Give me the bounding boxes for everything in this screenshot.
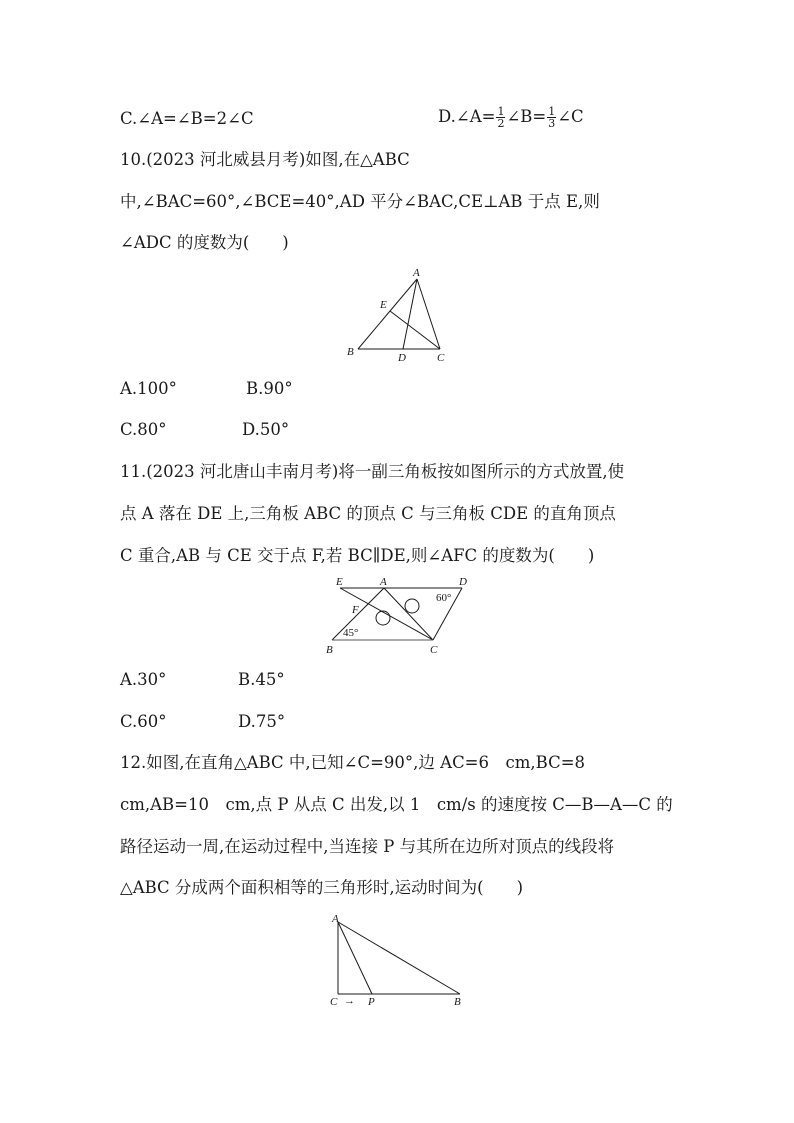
q11-option-a: A.30° bbox=[120, 670, 167, 689]
q10-stem-line1: 10.(2023 河北威县月考)如图,在△ABC bbox=[120, 150, 410, 169]
q12-label-c: C bbox=[330, 996, 338, 1008]
q11-label-b: B bbox=[326, 644, 333, 656]
q12-label-p: P bbox=[368, 996, 375, 1008]
q12-stem-line2: cm,AB=10 cm,点 P 从点 C 出发,以 1 cm/s 的速度按 C—B—A—C 的 bbox=[120, 795, 673, 814]
fraction-one-half: $\frac{1}{2}$ bbox=[497, 105, 505, 130]
q10-segment-ce bbox=[390, 311, 440, 349]
q9-option-c: C.∠A=∠B=2∠C bbox=[120, 109, 254, 128]
q12-segment-ap bbox=[338, 922, 372, 994]
q9-option-d-prefix: D.∠A= bbox=[438, 107, 496, 126]
q10-stem-line3: ∠ADC 的度数为( ) bbox=[120, 233, 289, 252]
q11-side-ac bbox=[384, 588, 433, 640]
q10-label-d: D bbox=[398, 352, 406, 364]
q11-set-square-hole-large bbox=[376, 611, 390, 625]
q11-angle-d-label: 60° bbox=[436, 592, 452, 604]
q11-label-a: A bbox=[380, 576, 387, 588]
q11-label-c: C bbox=[430, 644, 438, 656]
q12-label-a: A bbox=[332, 913, 339, 925]
q12-stem-line3: 路径运动一周,在运动过程中,当连接 P 与其所在边所对顶点的线段将 bbox=[120, 837, 615, 856]
q11-set-square-hole-small bbox=[405, 599, 419, 613]
q10-option-b: B.90° bbox=[246, 379, 293, 398]
q11-option-c: C.60° bbox=[120, 712, 167, 731]
q11-stem-line2: 点 A 落在 DE 上,三角板 ABC 的顶点 C 与三角板 CDE 的直角顶点 bbox=[120, 504, 616, 523]
q12-stem-line4: △ABC 分成两个面积相等的三角形时,运动时间为( ) bbox=[120, 878, 524, 897]
q11-label-f: F bbox=[352, 604, 359, 616]
q11-stem-line1: 11.(2023 河北唐山丰南月考)将一副三角板按如图所示的方式放置,使 bbox=[120, 462, 625, 481]
q9-option-d bbox=[438, 106, 584, 129]
q10-stem-line2: 中,∠BAC=60°,∠BCE=40°,AD 平分∠BAC,CE⊥AB 于点 E,则 bbox=[120, 192, 600, 211]
q10-label-c: C bbox=[437, 352, 445, 364]
q9-option-d-suffix: ∠C bbox=[557, 107, 584, 126]
q12-side-ab bbox=[338, 922, 460, 994]
q12-direction-arrow: → bbox=[344, 995, 355, 1007]
q10-segment-ad bbox=[403, 279, 417, 349]
q11-label-d: D bbox=[459, 576, 467, 588]
q12-stem-line1: 12.如图,在直角△ABC 中,已知∠C=90°,边 AC=6 cm,BC=8 bbox=[120, 753, 586, 772]
q10-label-a: A bbox=[413, 267, 420, 279]
q10-triangle-figure bbox=[340, 265, 460, 365]
fraction-one-third: $\frac{1}{3}$ bbox=[548, 105, 556, 130]
q10-option-a: A.100° bbox=[120, 379, 177, 398]
q11-option-d: D.75° bbox=[238, 712, 286, 731]
q10-label-b: B bbox=[347, 346, 354, 358]
q11-stem-line3: C 重合,AB 与 CE 交于点 F,若 BC∥DE,则∠AFC 的度数为( ) bbox=[120, 546, 595, 565]
q10-side-ab bbox=[358, 279, 417, 349]
q11-label-e: E bbox=[336, 576, 343, 588]
q10-option-c: C.80° bbox=[120, 420, 167, 439]
q11-angle-b-label: 45° bbox=[343, 627, 359, 639]
q10-side-ac bbox=[417, 279, 440, 349]
q12-right-triangle-figure bbox=[322, 910, 472, 1010]
q11-set-squares-figure bbox=[320, 574, 480, 658]
q10-option-d: D.50° bbox=[242, 420, 290, 439]
q11-option-b: B.45° bbox=[238, 670, 285, 689]
q10-label-e: E bbox=[380, 299, 387, 311]
q12-label-b: B bbox=[454, 996, 461, 1008]
q9-option-d-mid: ∠B= bbox=[506, 107, 547, 126]
